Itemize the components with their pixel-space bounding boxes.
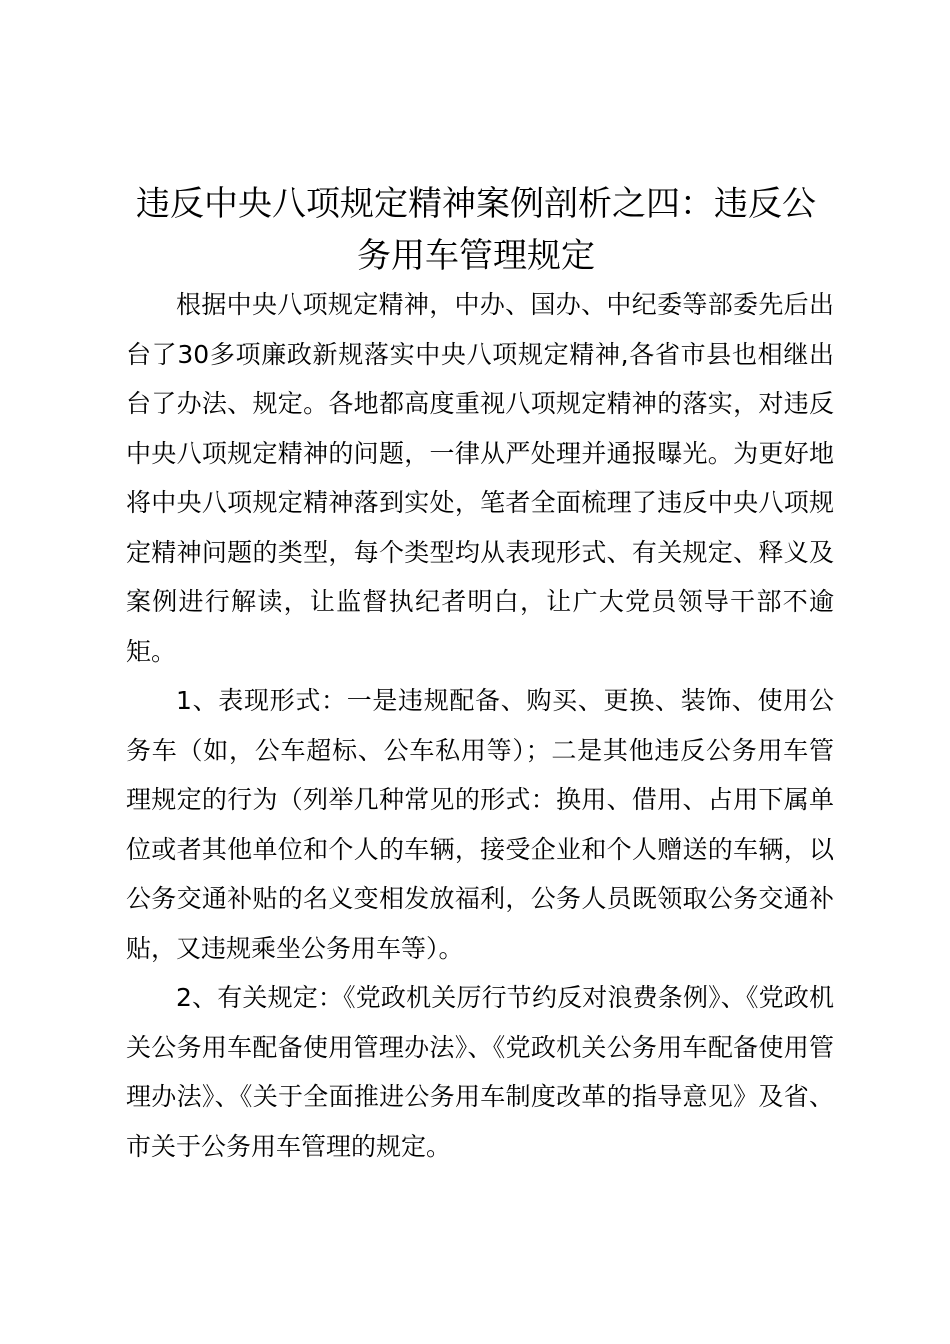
paragraph-regulations: 2、有关规定：《党政机关厉行节约反对浪费条例》、《党政机关公务用车配备使用管理办法》、《党政机关公务用车配备使用管理办法》、《关于全面推进公务用车制度改革的指导意见》及省、市关于公务用车管理的规定。 — [126, 983, 834, 1161]
document-title: 违反中央八项规定精神案例剖析之四：违反公务用车管理规定 — [136, 184, 816, 276]
paragraph-intro: 根据中央八项规定精神，中办、国办、中纪委等部委先后出台了30多项廉政新规落实中央八项规定精神,各省市县也相继出台了办法、规定。各地都高度重视八项规定精神的落实，对违反中央八项规定精神的问题，一律从严处理并通报曝光。为更好地将中央八项规定精神落到实处，笔者全面梳理了违反中央八项规定精神问题的类型，每个类型均从表现形式、有关规定、释义及案例进行解读，让监督执纪者明白，让广大党员领导干部不逾矩。 — [126, 290, 834, 666]
paragraph-forms: 1、表现形式：一是违规配备、购买、更换、装饰、使用公务车（如，公车超标、公车私用等）；二是其他违反公务用车管理规定的行为（列举几种常见的形式：换用、借用、占用下属单位或者其他单位和个人的车辆，接受企业和个人赠送的车辆，以公务交通补贴的名义变相发放福利，公务人员既领取公务交通补贴，又违规乘坐公务用车等）。 — [126, 686, 834, 963]
document-body — [126, 280, 834, 1171]
